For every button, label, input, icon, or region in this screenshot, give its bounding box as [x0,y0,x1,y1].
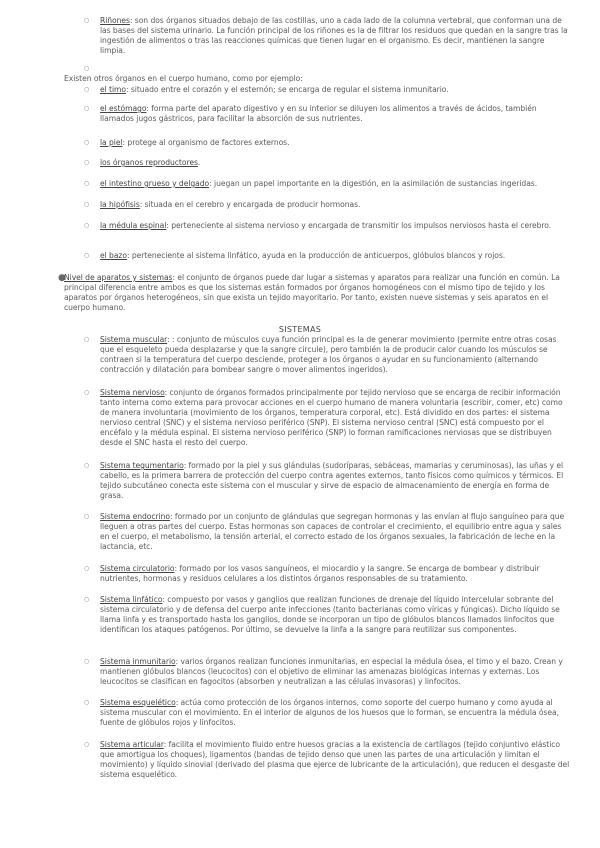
term-sistema: Sistema muscular [100,335,168,344]
circle-bullet-icon: ○ [84,658,90,665]
term-organo: la médula espinal [100,221,167,230]
organo-description: : situado entre el corazón y el esternón; se encarga de regular el sistema inmunitario. [125,85,449,94]
term-organo: el intestino grueso y delgado [100,179,210,188]
sistema-description: : varios órganos realizan funciones inmunitarias, en especial la médula ósea, el timo y el bazo. Crean y mantienen glóbulos blancos (leucocitos) con el objetivo de eliminar las amenazas biológicas internas y externas. Los leucocitos se clasifican en fagocitos (absorben y neutralizan a las células invasoras) y linfocitos. [100,657,563,686]
circle-bullet-icon: ○ [84,336,90,343]
term-organo: la piel [100,138,123,147]
circle-bullet-icon: ○ [84,596,90,603]
term-sistema: Sistema linfático [100,595,163,604]
rinones-description: : son dos órganos situados debajo de las costillas, uno a cada lado de la columna vertebral, que conforman una de las bases del sistema urinario. La función principal de los riñones es la de filtrar los residuos que quedan en la sangre tras la ingestión de alimentos o tras las reacciones químicas que tienen lugar en el organismo. Es decir, mantienen la sangre limpia. [100,16,568,55]
circle-bullet-icon: ○ [84,65,90,72]
circle-bullet-icon: ○ [84,201,90,208]
organo-description: : perteneciente al sistema linfático, ayuda en la producción de anticuerpos, glóbulos blancos y rojos. [126,251,506,260]
term-organo: el estómago [100,104,147,113]
term-organo: la hipófisis [100,200,140,209]
term-nivel: Nivel de aparatos y sistemas [64,273,173,282]
term-sistema: Sistema inmunitario [100,657,176,666]
term-sistema: Sistema nervioso [100,388,165,397]
term-sistema: Sistema articular [100,740,164,749]
circle-bullet-icon: ○ [84,513,90,520]
circle-bullet-icon: ○ [84,159,90,166]
organo-description: : perteneciente al sistema nervioso y encargada de transmitir los impulsos nerviosos hasta el cerebro. [166,221,552,230]
nivel-description: : el conjunto de órganos puede dar lugar a sistemas y aparatos para realizar una función en común. La principal diferencia entre ambos es que los sistemas están formados por órganos homogéneos con el mismo tipo de tejido y los aparatos por órganos heterogéneos, sin que exista un tejido mayoritario. Por tanto, existen nueve sistemas y seis aparatos en el cuerpo humano. [64,273,560,312]
circle-bullet-icon: ○ [84,565,90,572]
circle-bullet-icon: ○ [84,389,90,396]
circle-bullet-icon: ○ [84,222,90,229]
term-sistema: Sistema circulatorio [100,564,175,573]
circle-bullet-icon: ○ [84,180,90,187]
circle-bullet-icon: ○ [84,462,90,469]
circle-bullet-icon: ○ [84,139,90,146]
sistema-description: : formado por un conjunto de glándulas que segregan hormonas y las envían al flujo sanguíneo para que lleguen a otras partes del cuerpo. Estas hormonas son capaces de controlar el crecimiento, el equilibrio entre agua y sales en el cuerpo, el metabolismo, la tensión arterial, el correcto estado de los órganos sexuales, la fabricación de leche en la lactancia, etc. [100,512,565,551]
organo-description: : forma parte del aparato digestivo y en su interior se diluyen los alimentos a través de ácidos, también llamados jugos gástricos, para facilitar la absorción de sus nutrientes. [100,104,537,123]
term-sistema: Sistema esquelético [100,698,176,707]
term-organo: los órganos reproductores [100,158,198,167]
circle-bullet-icon: ○ [84,252,90,259]
circle-bullet-icon: ○ [84,105,90,112]
section-heading-sistemas: SISTEMAS [278,325,322,334]
term-sistema: Sistema tegumentario [100,461,184,470]
sistema-description: : facilita el movimiento fluido entre huesos gracias a la existencia de cartílagos (tejido conjuntivo elástico que amortigua los choques), ligamentos (bandas de tejido denso que unen las partes de una articulación y limitan el movimiento) y líquido sinovial (derivado del plasma que ejerce de lubricante de la articulación), que reducen el desgaste del sistema esquelético. [100,740,570,779]
sistema-description: : formado por la piel y sus glándulas (sudoríparas, sebáceas, mamarias y ceruminosas), las uñas y el cabello, es la primera barrera de protección del cuerpo contra agentes externos, tanto físicos como químicos y térmicos. El tejido subcutáneo conecta este sistema con el muscular y sirve de espacio de almacenamiento de energía en forma de grasa. [100,461,564,500]
circle-bullet-icon: ○ [84,17,90,24]
organo-description: : protege al organismo de factores externos. [122,138,290,147]
sistema-description: : compuesto por vasos y ganglios que realizan funciones de drenaje del líquido intercelular sobrante del sistema circulatorio y de defensa del cuerpo ante infecciones (tanto bacterianas como víricas y fúngicas). Dicho líquido se llama linfa y es transportado hasta los ganglios, donde se incorporan un tipo de glóbulos blancos llamados linfocitos que identifican los ataques patógenos. Por último, se devuelve la linfa a la sangre para reutilizar sus componentes. [100,595,560,634]
term-sistema: Sistema endocrino [100,512,170,521]
sistema-description: : conjunto de órganos formados principalmente por tejido nervioso que se encarga de recibir información tanto interna como externa para provocar acciones en el cuerpo humano de manera voluntaria (escribir, comer, etc) como de manera involuntaria (movimiento de los órganos, temperatura corporal, etc). Está dividido en dos partes: el sistema nervioso central (SNC) y el sistema nervioso periférico (SNP). El sistema nervioso central (SNC) está compuesto por el encéfalo y la médula espinal. El sistema nervioso periférico (SNP) lo forman ramificaciones nerviosas que se distribuyen desde el SNC hasta el resto del cuerpo. [100,388,563,447]
sistema-description: : : conjunto de músculos cuya función principal es la de generar movimiento (permite entre otras cosas que el esqueleto pueda desplazarse y que la sangre circule), pero también la de producir calor cuando los músculos se contraen si la temperatura del cuerpo desciende, proteger a los órganos o ayudar en su funcionamiento (alternando contracción y dilatación para bombear sangre o mover alimentos ingeridos). [100,335,557,374]
filled-bullet-icon: ● [58,273,66,283]
organo-description: : situada en el cerebro y encargada de producir hormonas. [139,200,361,209]
organo-description: : juegan un papel importante en la digestión, en la asimilación de sustancias ingeridas. [209,179,538,188]
sistema-description: : actúa como protección de los órganos internos, como soporte del cuerpo humano y como ayuda al sistema muscular con el movimiento. En el interior de algunos de los huesos que lo forman, se encuentra la médula ósea, fuente de glóbulos rojos y linfocitos. [100,698,559,727]
circle-bullet-icon: ○ [84,741,90,748]
intro-otros-organos: Existen otros órganos en el cuerpo humano, como por ejemplo: [64,74,303,83]
circle-bullet-icon: ○ [84,699,90,706]
term-organo: el bazo [100,251,127,260]
term-organo: el timo [100,85,126,94]
sistema-description: : formado por los vasos sanguíneos, el miocardio y la sangre. Se encarga de bombear y distribuir nutrientes, hormonas y residuos celulares a los distintos órganos responsables de su tratamiento. [100,564,540,583]
circle-bullet-icon: ○ [84,86,90,93]
organo-description: . [197,158,201,167]
term-rinones: Riñones [100,16,130,25]
